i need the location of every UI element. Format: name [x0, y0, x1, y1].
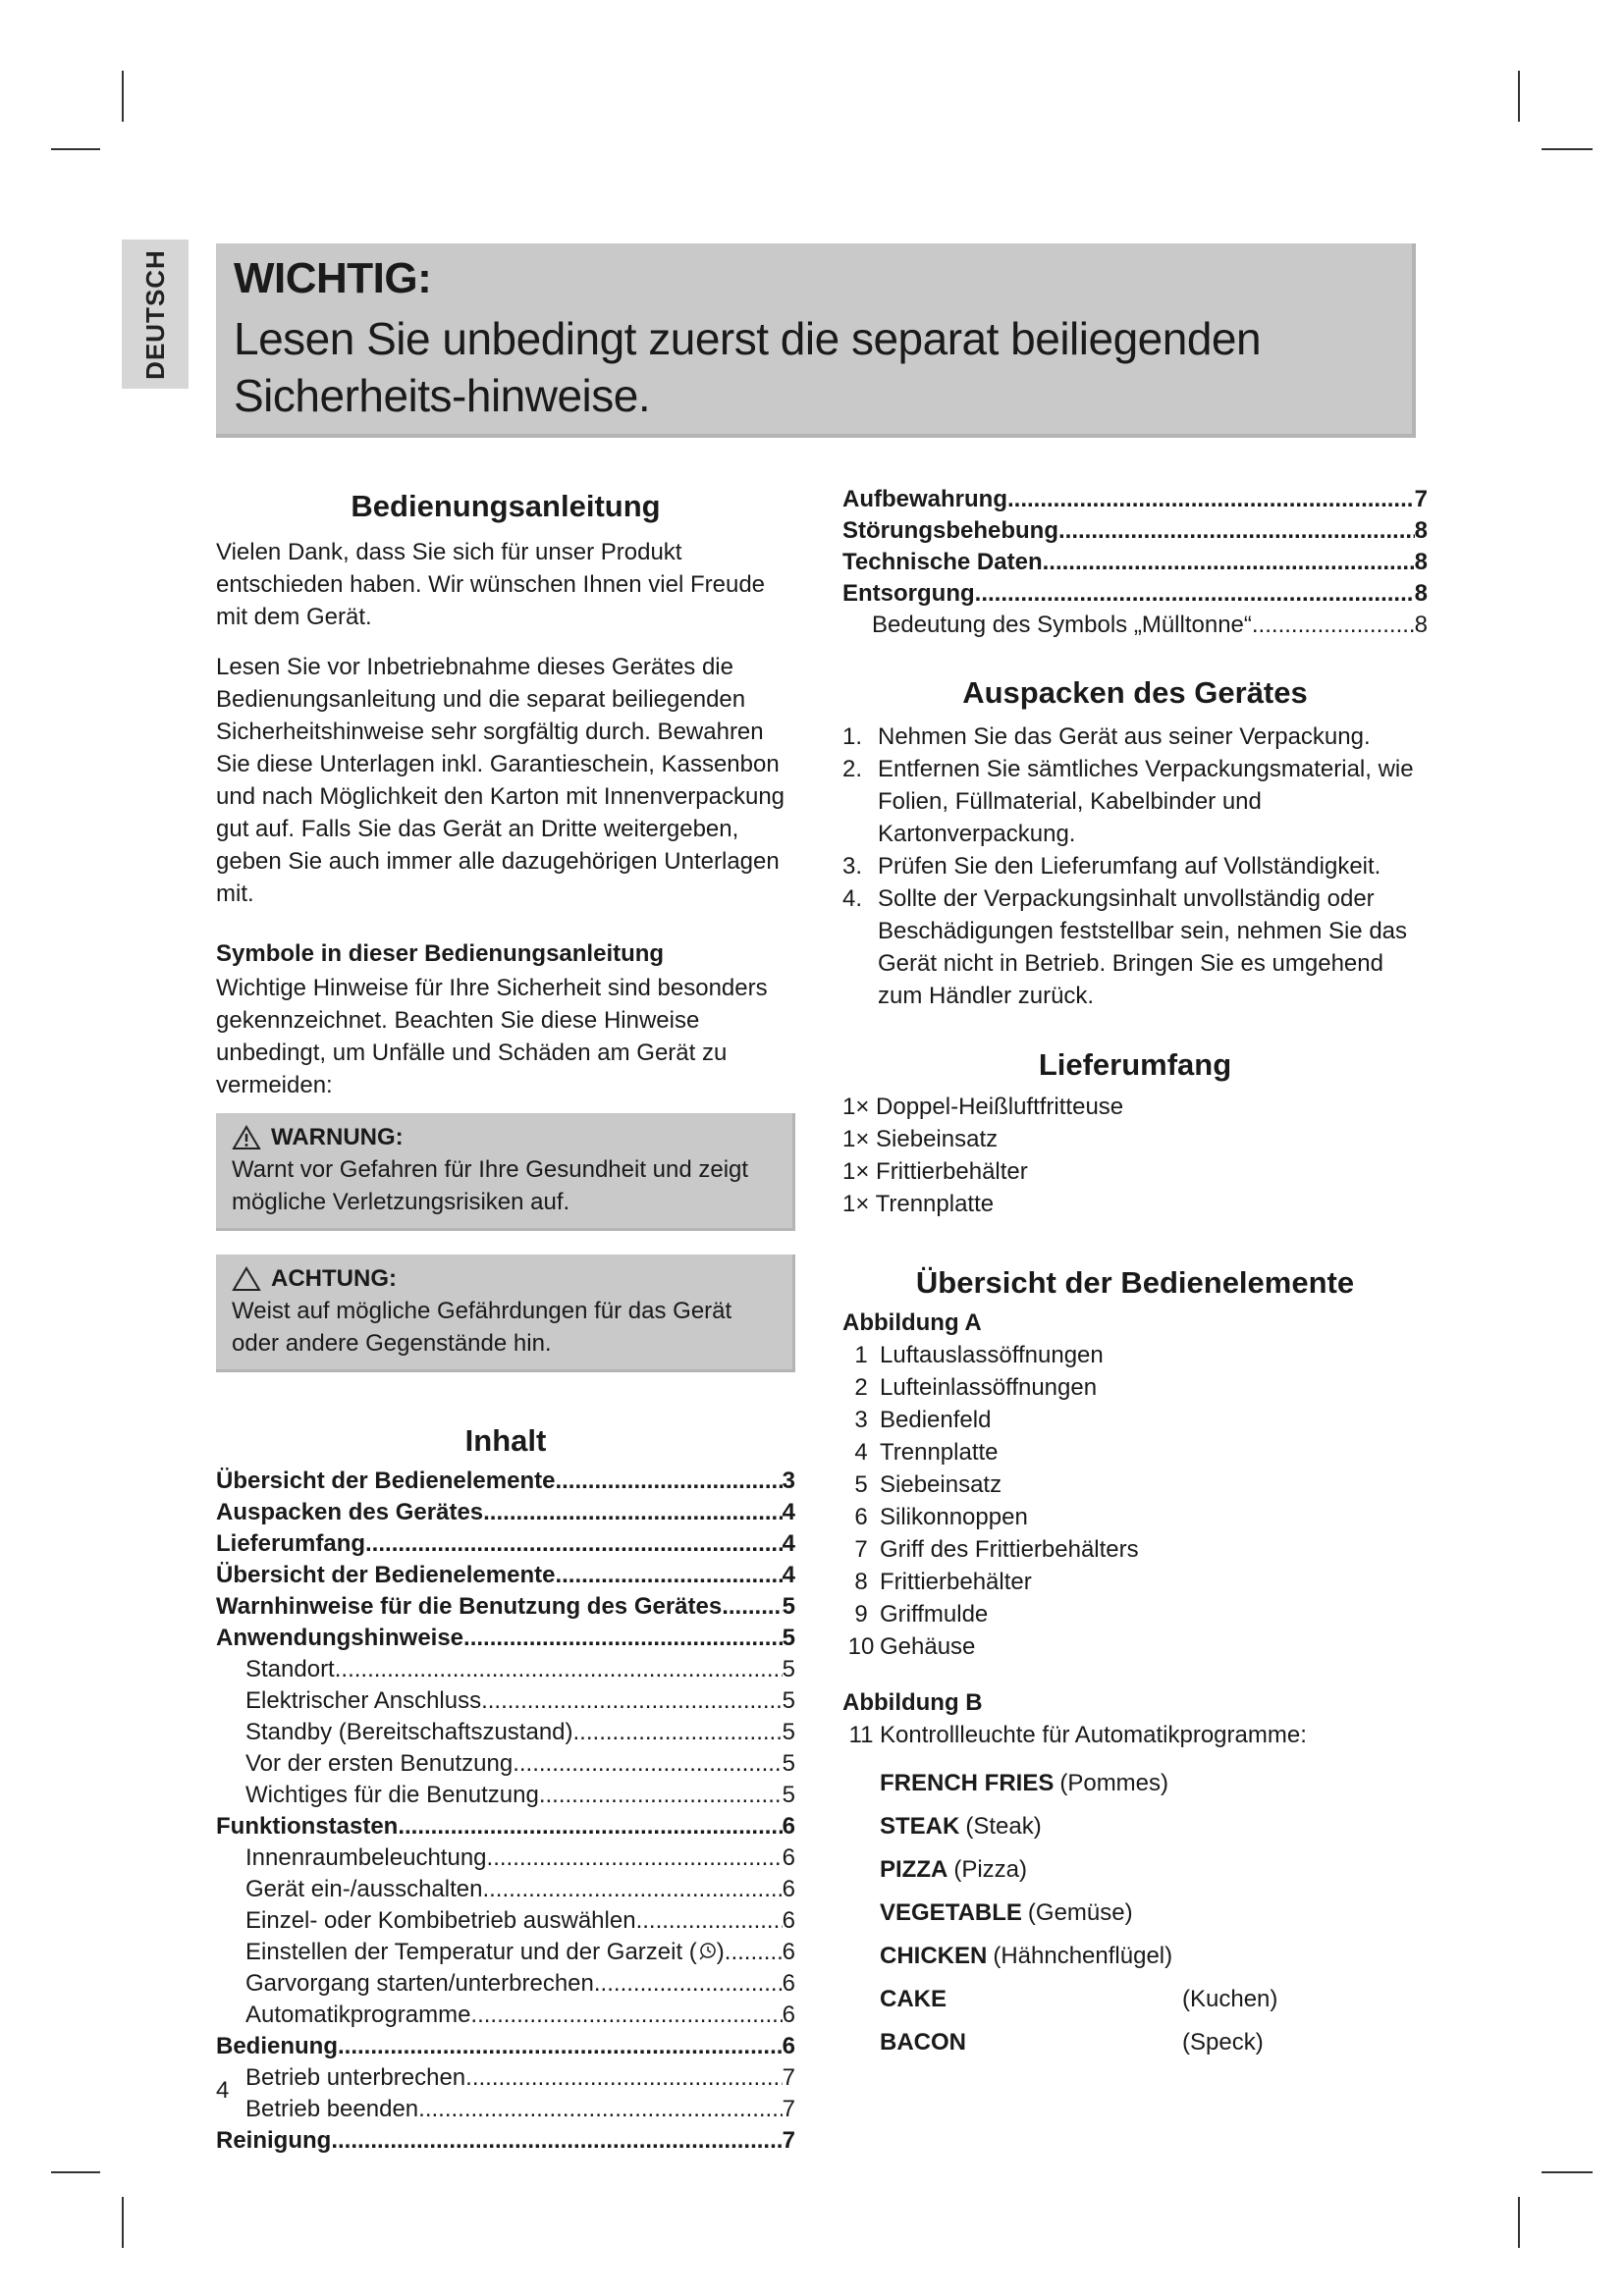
toc-entry-title: Anwendungshinweise [216, 1625, 464, 1651]
toc-entry-title: Bedienung [216, 2033, 338, 2059]
unpack-heading: Auspacken des Gerätes [962, 675, 1308, 710]
part-item [842, 1598, 1428, 1630]
toc-entry [842, 577, 1428, 609]
toc-entry [842, 546, 1428, 577]
crop-mark [51, 2171, 100, 2173]
toc-entry-title: Übersicht der Bedienelemente [216, 1468, 556, 1494]
program-name: BACON [880, 2028, 966, 2056]
toc-entry [216, 1747, 795, 1779]
unpack-step-text: Prüfen Sie den Lieferumfang auf Vollständigkeit. [878, 853, 1381, 880]
unpack-steps [842, 721, 1428, 1012]
program-translation: (Pizza) [953, 1855, 1027, 1883]
scope-item: 1× Doppel-Heißluftfritteuse [842, 1094, 1124, 1120]
part-number: 4 [854, 1439, 868, 1466]
toc-entry-title: Vor der ersten Benutzung [245, 1750, 514, 1777]
part-item [842, 1501, 1428, 1533]
program-name: PIZZA [880, 1855, 948, 1883]
part-label: Trennplatte [880, 1439, 999, 1466]
crop-mark [122, 71, 124, 122]
toc-entry [216, 1904, 795, 1936]
toc-leader [365, 1527, 783, 1560]
toc-entry [216, 1465, 795, 1496]
program-translation: (Hähnchenflügel) [993, 1942, 1173, 1969]
parts-list-b [842, 1719, 1428, 1751]
toc-entry [216, 1527, 795, 1559]
toc-entry-title: Wichtiges für die Benutzung [245, 1782, 539, 1808]
part-label: Kontrollleuchte für Automatikprogramme: [880, 1722, 1307, 1748]
warning-triangle-icon [232, 1125, 261, 1150]
toc-entry [842, 483, 1428, 514]
toc-leader [482, 1873, 782, 1905]
toc-leader [487, 1842, 783, 1874]
program-translation: (Pommes) [1059, 1769, 1169, 1796]
symbols-heading: Symbole in dieser Bedienungsanleitung [216, 940, 665, 967]
program-item [880, 1804, 1428, 1847]
part-number: 7 [854, 1536, 868, 1563]
toc-page-number: 4 [782, 1530, 795, 1557]
toc-page-number: 5 [782, 1750, 795, 1777]
toc-entry-title: Standort [245, 1656, 335, 1682]
warning-title: WARNUNG: [271, 1124, 404, 1150]
part-label: Luftauslassöffnungen [880, 1342, 1104, 1368]
crop-mark [51, 148, 100, 150]
part-label: Lufteinlassöffnungen [880, 1374, 1098, 1401]
toc-leader [418, 2093, 782, 2125]
part-label: Gehäuse [880, 1633, 976, 1660]
part-label: Siebeinsatz [880, 1471, 1002, 1498]
toc-entry [216, 2093, 795, 2124]
scope-heading: Lieferumfang [1038, 1047, 1232, 1082]
intro-paragraph: Lesen Sie vor Inbetriebnahme dieses Gerätes die Bedienungsanleitung und die separat beiliegenden Sicherheitshinweise sehr sorgfältig durch. Bewahren Sie diese Unterlagen inkl. Garantieschein, Kassenbon und nach Möglichkeit den Karton mit Innenverpackung gut auf. Falls Sie das Gerät an Dritte weitergeben, geben Sie auch immer alle dazugehörigen Unterlagen mit. [216, 654, 785, 907]
toc-page-number: 6 [782, 1844, 795, 1871]
toc-leader [1007, 483, 1415, 515]
toc-page-number: 6 [782, 1970, 795, 1997]
toc-leader [338, 2030, 783, 2062]
right-column [842, 483, 1428, 2063]
toc-leader [483, 1496, 783, 1528]
toc-entry-title: Übersicht der Bedienelemente [216, 1562, 556, 1588]
toc-page-number: 5 [782, 1593, 795, 1620]
scope-item: 1× Siebeinsatz [842, 1126, 999, 1152]
toc-entry [216, 1810, 795, 1842]
part-number: 1 [854, 1342, 868, 1368]
toc-leader [463, 1622, 783, 1654]
part-item [842, 1404, 1428, 1436]
part-item [842, 1533, 1428, 1566]
toc-page-number: 5 [782, 1625, 795, 1651]
program-item [880, 1977, 1428, 2020]
unpack-step-number: 3. [842, 853, 863, 880]
toc-leader [335, 1653, 783, 1685]
toc-entry-title: Technische Daten [842, 549, 1043, 575]
toc-page-number: 5 [782, 1687, 795, 1714]
program-name: STEAK [880, 1812, 960, 1840]
toc-leader [470, 1999, 782, 2031]
part-number: 11 [848, 1722, 874, 1748]
toc-list-right [842, 483, 1428, 640]
toc-leader [1252, 609, 1415, 641]
program-item [880, 2020, 1428, 2063]
toc-page-number: 6 [782, 2002, 795, 2028]
left-column [216, 483, 795, 2156]
crop-mark [1542, 148, 1593, 150]
part-item [842, 1436, 1428, 1468]
toc-entry-title: Elektrischer Anschluss [245, 1687, 482, 1714]
toc-leader [722, 1590, 782, 1623]
part-number: 9 [854, 1601, 868, 1628]
toc-entry-title: Lieferumfang [216, 1530, 366, 1557]
part-item [842, 1339, 1428, 1371]
caution-box [216, 1255, 795, 1372]
unpack-step-text: Nehmen Sie das Gerät aus seiner Verpackung. [878, 723, 1371, 750]
program-name: CHICKEN [880, 1942, 988, 1969]
part-item [842, 1371, 1428, 1404]
language-tab [122, 240, 189, 389]
toc-leader [555, 1559, 782, 1591]
toc-entry [216, 1590, 795, 1622]
toc-entry-title: Standby (Bereitschaftszustand) [245, 1719, 573, 1745]
toc-entry-title: Warnhinweise für die Benutzung des Gerätes [216, 1593, 723, 1620]
parts-list-a [842, 1339, 1428, 1663]
toc-leader [398, 1810, 782, 1842]
toc-entry [216, 2124, 795, 2156]
program-name: CAKE [880, 1985, 947, 2012]
intro-paragraph: Vielen Dank, dass Sie sich für unser Produkt entschieden haben. Wir wünschen Ihnen viel Freude mit dem Gerät. [216, 539, 766, 630]
toc-entry-title: Aufbewahrung [842, 486, 1007, 512]
toc-entry-title: Einstellen der Temperatur und der Garzeit ( ) [245, 1939, 725, 1965]
toc-entry [216, 1936, 795, 1967]
unpack-step-number: 1. [842, 723, 863, 750]
banner-title: WICHTIG: [234, 254, 432, 302]
part-label: Bedienfeld [880, 1407, 992, 1433]
toc-page-number: 5 [782, 1782, 795, 1808]
toc-heading: Inhalt [464, 1423, 547, 1458]
crop-mark [1518, 71, 1520, 122]
toc-page-number: 8 [1414, 549, 1428, 575]
toc-page-number: 6 [782, 1813, 795, 1840]
toc-entry-title: Auspacken des Gerätes [216, 1499, 484, 1525]
program-translation: (Kuchen) [1182, 1985, 1278, 2012]
toc-entry [216, 1622, 795, 1653]
part-item [842, 1566, 1428, 1598]
toc-page-number: 7 [782, 2127, 795, 2154]
toc-page-number: 7 [782, 2064, 795, 2091]
part-number: 2 [854, 1374, 868, 1401]
toc-page-number: 5 [782, 1656, 795, 1682]
crop-mark [122, 2197, 124, 2248]
toc-entry [216, 2061, 795, 2093]
page-number: 4 [216, 2077, 230, 2104]
toc-page-number: 4 [782, 1562, 795, 1588]
toc-entry [216, 1999, 795, 2030]
toc-list-left [216, 1465, 795, 2156]
language-tab-label: DEUTSCH [139, 248, 170, 380]
part-label: Griffmulde [880, 1601, 989, 1628]
program-list [880, 1761, 1428, 2063]
program-item [880, 1891, 1428, 1934]
toc-entry-title: Betrieb beenden [245, 2096, 419, 2122]
timer-icon [697, 1942, 717, 1961]
toc-entry-title: Betrieb unterbrechen [245, 2064, 466, 2091]
toc-entry-title: Entsorgung [842, 580, 975, 607]
toc-entry-title: Reinigung [216, 2127, 332, 2154]
toc-entry-title: Automatikprogramme [245, 2002, 471, 2028]
unpack-step [842, 882, 1428, 1012]
toc-entry [842, 514, 1428, 546]
toc-page-number: 5 [782, 1719, 795, 1745]
banner-text: Lesen Sie unbedingt zuerst die separat beiliegenden Sicherheits-hinweise. [234, 313, 1262, 421]
crop-mark [1518, 2197, 1520, 2248]
program-name: VEGETABLE [880, 1898, 1022, 1926]
toc-entry-title: Störungsbehebung [842, 517, 1058, 544]
program-item [880, 1761, 1428, 1804]
toc-entry-title: Funktionstasten [216, 1813, 399, 1840]
program-translation: (Gemüse) [1027, 1898, 1133, 1926]
controls-heading: Übersicht der Bedienelemente [915, 1265, 1355, 1300]
toc-leader [1058, 514, 1415, 547]
toc-page-number: 6 [782, 1907, 795, 1934]
unpack-step [842, 721, 1428, 753]
program-item [880, 1847, 1428, 1891]
scope-item: 1× Trennplatte [842, 1191, 995, 1217]
toc-page-number: 8 [1414, 517, 1428, 544]
unpack-step [842, 850, 1428, 882]
unpack-step [842, 753, 1428, 850]
toc-page-number: 6 [782, 1939, 795, 1965]
part-item [842, 1630, 1428, 1663]
toc-page-number: 7 [1414, 486, 1428, 512]
toc-leader [636, 1904, 783, 1937]
toc-page-number: 3 [782, 1468, 795, 1494]
toc-leader [539, 1779, 783, 1811]
toc-leader [331, 2124, 782, 2157]
toc-entry [216, 1716, 795, 1747]
warning-text: Warnt vor Gefahren für Ihre Gesundheit und zeigt mögliche Verletzungsrisiken auf. [232, 1156, 749, 1215]
toc-leader [975, 577, 1415, 610]
caution-title: ACHTUNG: [271, 1265, 397, 1292]
part-item [842, 1468, 1428, 1501]
program-name: FRENCH FRIES [880, 1769, 1055, 1796]
toc-entry [216, 2030, 795, 2061]
toc-leader [573, 1716, 783, 1748]
intro-heading: Bedienungsanleitung [351, 489, 661, 523]
toc-leader [465, 2061, 782, 2094]
program-translation: (Steak) [965, 1812, 1042, 1840]
toc-entry-title: Gerät ein-/ausschalten [245, 1876, 483, 1902]
important-banner [216, 243, 1416, 438]
program-item [880, 1934, 1428, 1977]
toc-entry [216, 1496, 795, 1527]
unpack-step-number: 4. [842, 885, 863, 912]
toc-page-number: 6 [782, 2033, 795, 2059]
scope-item: 1× Frittierbehälter [842, 1158, 1028, 1185]
toc-leader [594, 1967, 783, 2000]
symbols-text: Wichtige Hinweise für Ihre Sicherheit sind besonders gekennzeichnet. Beachten Sie diese Hinweise unbedingt, um Unfälle und Schäden am Gerät zu vermeiden: [216, 975, 768, 1098]
toc-entry-title: Einzel- oder Kombibetrieb auswählen [245, 1907, 636, 1934]
toc-entry-title: Bedeutung des Symbols „Mülltonne“ [872, 612, 1252, 638]
part-label: Frittierbehälter [880, 1569, 1032, 1595]
unpack-step-number: 2. [842, 756, 863, 782]
toc-entry [216, 1779, 795, 1810]
part-number: 5 [854, 1471, 868, 1498]
toc-page-number: 8 [1414, 580, 1428, 607]
part-number: 10 [847, 1633, 875, 1660]
unpack-step-text: Sollte der Verpackungsinhalt unvollständig oder Beschädigungen feststellbar sein, nehmen Sie das Gerät nicht in Betrieb. Bringen Sie es umgehend zum Händler zurück. [878, 885, 1408, 1009]
unpack-step-text: Entfernen Sie sämtliches Verpackungsmaterial, wie Folien, Füllmaterial, Kabelbinder und Kartonverpackung. [878, 756, 1414, 847]
toc-page-number: 8 [1414, 612, 1428, 638]
program-translation: (Speck) [1182, 2028, 1264, 2056]
toc-entry [216, 1559, 795, 1590]
scope-list [842, 1091, 1428, 1220]
toc-leader [513, 1747, 782, 1780]
part-label: Griff des Frittierbehälters [880, 1536, 1139, 1563]
toc-entry [216, 1967, 795, 1999]
toc-page-number: 7 [782, 2096, 795, 2122]
toc-entry [216, 1653, 795, 1684]
caution-text: Weist auf mögliche Gefährdungen für das Gerät oder andere Gegenstände hin. [232, 1298, 732, 1357]
part-label: Silikonnoppen [880, 1504, 1028, 1530]
crop-mark [1542, 2171, 1593, 2173]
figure-a-label: Abbildung A [842, 1309, 982, 1336]
toc-leader [555, 1465, 782, 1497]
part-number: 8 [854, 1569, 868, 1595]
toc-page-number: 6 [782, 1876, 795, 1902]
toc-leader [1043, 546, 1415, 578]
part-number: 3 [854, 1407, 868, 1433]
toc-entry-title: Innenraumbeleuchtung [245, 1844, 487, 1871]
part-item [842, 1719, 1428, 1751]
toc-entry [216, 1873, 795, 1904]
warning-box [216, 1113, 795, 1231]
toc-entry [216, 1684, 795, 1716]
caution-triangle-icon [232, 1266, 261, 1292]
toc-leader [481, 1684, 783, 1717]
toc-entry-title: Garvorgang starten/unterbrechen [245, 1970, 594, 1997]
figure-b-label: Abbildung B [842, 1689, 983, 1716]
toc-leader [725, 1936, 783, 1968]
part-number: 6 [854, 1504, 868, 1530]
toc-entry [216, 1842, 795, 1873]
toc-page-number: 4 [782, 1499, 795, 1525]
toc-entry [842, 609, 1428, 640]
